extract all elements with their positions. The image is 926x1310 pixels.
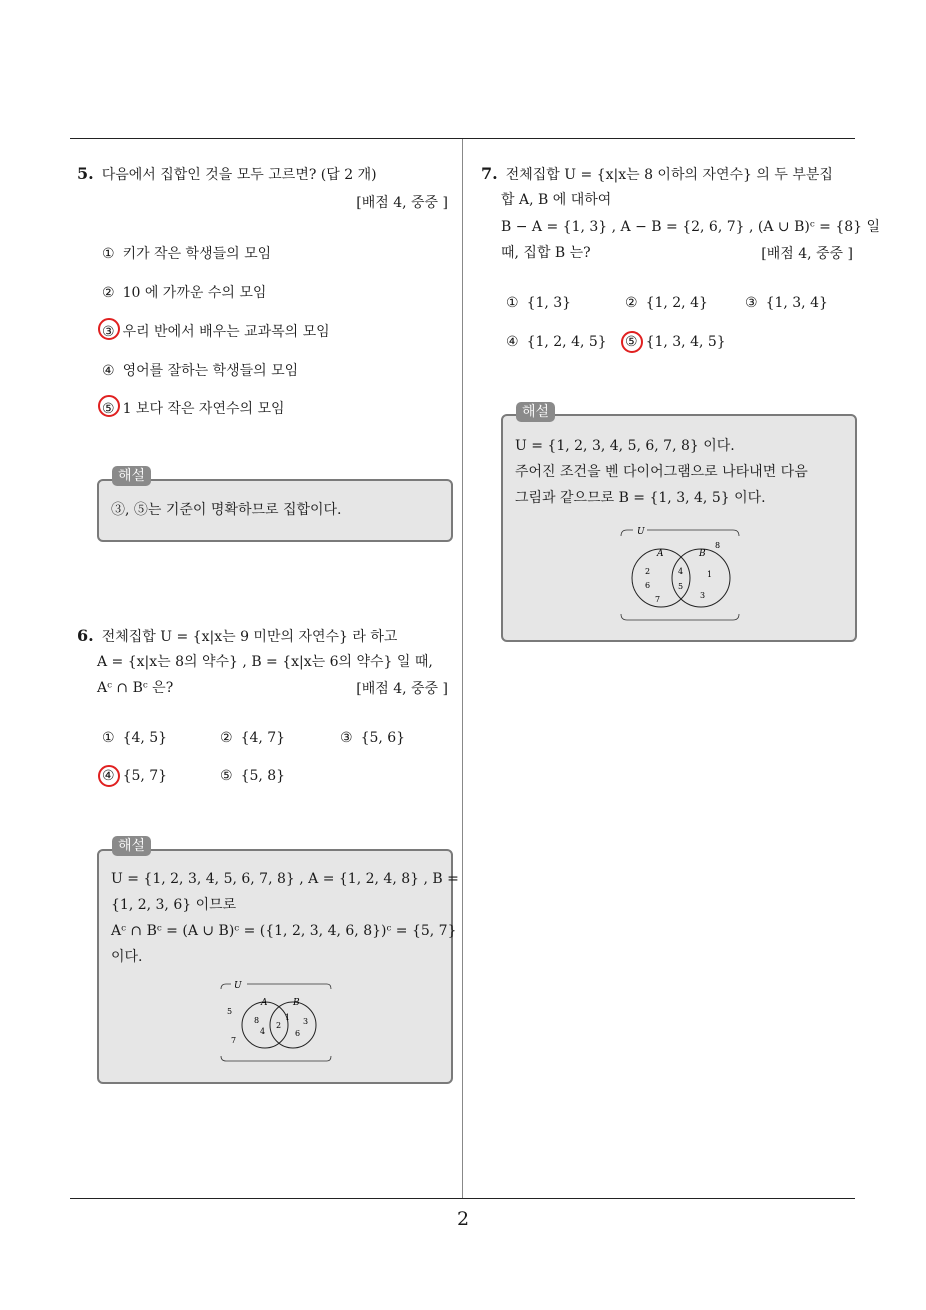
venn-a-only: 7 (655, 595, 661, 604)
q5-solution-box (97, 479, 453, 542)
q6-solution-line: 이다. (111, 949, 143, 965)
venn-label-a: A (657, 549, 664, 559)
q7-solution-line: 그림과 같으므로 B = {1, 3, 4, 5} 이다. (515, 490, 766, 506)
question-7-line4: 때, 집합 B 는? (501, 245, 591, 261)
q5-solution-label: 해설 (112, 466, 151, 486)
venn-outside: 7 (231, 1036, 237, 1045)
q7-option-2[interactable]: ② {1, 2, 4} (625, 295, 708, 311)
column-divider (462, 139, 463, 1198)
question-6-line3: Aᶜ ∩ Bᶜ 은? (97, 680, 174, 696)
q7-option-5[interactable]: ⑤ {1, 3, 4, 5} (625, 334, 726, 350)
question-7 (481, 164, 833, 185)
answer-mark (98, 395, 120, 417)
question-6-number: 6. (77, 626, 94, 645)
question-6-meta: [배점 4, 중중 ] (356, 681, 448, 697)
q7-solution-line: 주어진 조건을 벤 다이어그램으로 나타내면 다음 (515, 464, 808, 480)
question-5 (77, 164, 377, 185)
venn-label-a: A (261, 998, 268, 1008)
venn-both: 5 (678, 582, 684, 591)
q7-option-1[interactable]: ① {1, 3} (506, 295, 572, 311)
venn-a-only: 4 (260, 1027, 266, 1036)
q6-solution-label: 해설 (112, 836, 151, 856)
page-number: 2 (456, 1208, 470, 1230)
venn-b-only: 3 (303, 1017, 309, 1026)
q7-solution-box (501, 414, 857, 642)
q7-solution-label: 해설 (516, 402, 555, 422)
venn-b-only: 6 (295, 1029, 301, 1038)
q6-venn-diagram (217, 981, 337, 1066)
venn-label-b: B (699, 549, 706, 559)
answer-mark (98, 765, 120, 787)
q5-option-4[interactable]: ④ 영어를 잘하는 학생들의 모임 (102, 363, 299, 379)
question-5-number: 5. (77, 164, 94, 183)
question-7-line1: 전체집합 U = {x|x는 8 이하의 자연수} 의 두 부분집 (505, 167, 833, 183)
venn-both: 4 (678, 567, 684, 576)
question-5-meta: [배점 4, 중중 ] (356, 195, 448, 211)
venn-b-only: 1 (707, 570, 713, 579)
q6-option-5[interactable]: ⑤ {5, 8} (220, 768, 286, 784)
q6-solution-line: U = {1, 2, 3, 4, 5, 6, 7, 8} , A = {1, 2, 4, 8} , B = (111, 871, 459, 887)
answer-mark (621, 331, 643, 353)
q7-venn-diagram (617, 526, 745, 624)
q6-option-2[interactable]: ② {4, 7} (220, 730, 286, 746)
question-6 (77, 626, 397, 647)
venn-label-u: U (234, 981, 242, 991)
venn-outside: 5 (227, 1007, 233, 1016)
venn-outside: 8 (715, 541, 721, 550)
venn-both: 1 (285, 1013, 291, 1022)
venn-both: 2 (276, 1021, 282, 1030)
q6-option-4[interactable]: ④ {5, 7} (102, 768, 168, 784)
question-6-line1: 전체집합 U = {x|x는 9 미만의 자연수} 라 하고 (101, 629, 398, 645)
venn-b-only: 3 (700, 591, 706, 600)
q6-solution-line: {1, 2, 3, 6} 이므로 (111, 897, 237, 913)
venn-a-only: 6 (645, 581, 651, 590)
question-7-line3: B − A = {1, 3} , A − B = {2, 6, 7} , (A ∪ B)ᶜ = {8} 일 (501, 219, 881, 235)
venn-a-only: 8 (254, 1016, 260, 1025)
venn-label-b: B (293, 998, 300, 1008)
q5-solution-text: ③, ⑤는 기준이 명확하므로 집합이다. (111, 502, 342, 518)
question-5-text: 다음에서 집합인 것을 모두 고르면? (답 2 개) (101, 167, 377, 183)
question-7-line2: 합 A, B 에 대하여 (501, 192, 612, 208)
q5-option-5[interactable]: ⑤ 1 보다 작은 자연수의 모임 (102, 401, 285, 417)
question-7-meta: [배점 4, 중중 ] (761, 246, 853, 262)
q5-option-3[interactable]: ③ 우리 반에서 배우는 교과목의 모임 (102, 324, 330, 340)
q7-solution-line: U = {1, 2, 3, 4, 5, 6, 7, 8} 이다. (515, 438, 735, 454)
q6-solution-line: Aᶜ ∩ Bᶜ = (A ∪ B)ᶜ = ({1, 2, 3, 4, 6, 8})ᶜ = {5, 7} (111, 923, 457, 939)
q7-option-3[interactable]: ③ {1, 3, 4} (745, 295, 828, 311)
venn-label-u: U (637, 527, 645, 537)
q5-option-1[interactable]: ① 키가 작은 학생들의 모임 (102, 246, 272, 262)
venn-a-only: 2 (645, 567, 651, 576)
q5-option-2[interactable]: ② 10 에 가까운 수의 모임 (102, 285, 267, 301)
q6-option-1[interactable]: ① {4, 5} (102, 730, 168, 746)
q6-option-3[interactable]: ③ {5, 6} (340, 730, 406, 746)
question-6-line2: A = {x|x는 8의 약수} , B = {x|x는 6의 약수} 일 때, (97, 654, 433, 670)
q7-option-4[interactable]: ④ {1, 2, 4, 5} (506, 334, 607, 350)
bottom-rule (70, 1198, 855, 1199)
answer-mark (98, 318, 120, 340)
question-7-number: 7. (481, 164, 498, 183)
q6-solution-box (97, 849, 459, 1084)
